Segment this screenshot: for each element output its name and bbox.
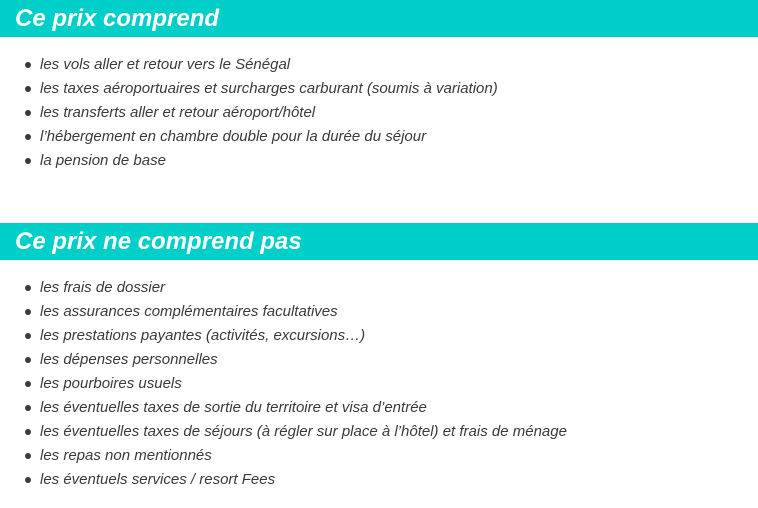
list-item-text: les transferts aller et retour aéroport/hôtel bbox=[40, 104, 316, 121]
bullet-icon bbox=[25, 158, 31, 164]
list-item-text: les éventuelles taxes de séjours (à régler sur place à l’hôtel) et frais de ménage bbox=[40, 423, 567, 440]
bullet-icon bbox=[25, 62, 31, 68]
bullet-icon bbox=[25, 429, 31, 435]
list-item-text: les éventuels services / resort Fees bbox=[40, 471, 276, 488]
bullet-icon bbox=[25, 453, 31, 459]
bullet-icon bbox=[25, 477, 31, 483]
list-item-text: les prestations payantes (activités, excursions…) bbox=[40, 327, 366, 344]
list-item bbox=[25, 300, 758, 324]
bullet-icon bbox=[25, 357, 31, 363]
bullet-icon bbox=[25, 333, 31, 339]
list-item bbox=[25, 372, 758, 396]
bullet-icon bbox=[25, 110, 31, 116]
bullet-icon bbox=[25, 86, 31, 92]
list-item bbox=[25, 149, 758, 173]
list-item bbox=[25, 348, 758, 372]
list-item bbox=[25, 125, 758, 149]
list-item-text: les taxes aéroportuaires et surcharges carburant (soumis à variation) bbox=[40, 80, 498, 97]
bullet-icon bbox=[25, 309, 31, 315]
list-item-text: les repas non mentionnés bbox=[40, 447, 212, 464]
bullet-icon bbox=[25, 381, 31, 387]
list-item-text: la pension de base bbox=[40, 152, 166, 169]
list-item bbox=[25, 468, 758, 492]
list-item-text: les pourboires usuels bbox=[40, 375, 182, 392]
excludes-list bbox=[0, 276, 758, 492]
section-title-includes: Ce prix comprend bbox=[0, 0, 758, 37]
list-item-text: les frais de dossier bbox=[40, 279, 166, 296]
list-item-text: l’hébergement en chambre double pour la durée du séjour bbox=[40, 128, 427, 145]
bullet-icon bbox=[25, 405, 31, 411]
includes-list bbox=[0, 53, 758, 173]
list-item-text: les vols aller et retour vers le Sénégal bbox=[40, 56, 291, 73]
list-item bbox=[25, 396, 758, 420]
bullet-icon bbox=[25, 285, 31, 291]
section-title-excludes: Ce prix ne comprend pas bbox=[0, 223, 758, 260]
section-price-excludes bbox=[0, 223, 758, 492]
list-item bbox=[25, 324, 758, 348]
list-item bbox=[25, 444, 758, 468]
list-item-text: les assurances complémentaires facultatives bbox=[40, 303, 338, 320]
list-item bbox=[25, 420, 758, 444]
list-item bbox=[25, 101, 758, 125]
list-item bbox=[25, 77, 758, 101]
section-price-includes bbox=[0, 0, 758, 173]
list-item bbox=[25, 53, 758, 77]
bullet-icon bbox=[25, 134, 31, 140]
list-item-text: les éventuelles taxes de sortie du territoire et visa d’entrée bbox=[40, 399, 427, 416]
list-item bbox=[25, 276, 758, 300]
list-item-text: les dépenses personnelles bbox=[40, 351, 218, 368]
